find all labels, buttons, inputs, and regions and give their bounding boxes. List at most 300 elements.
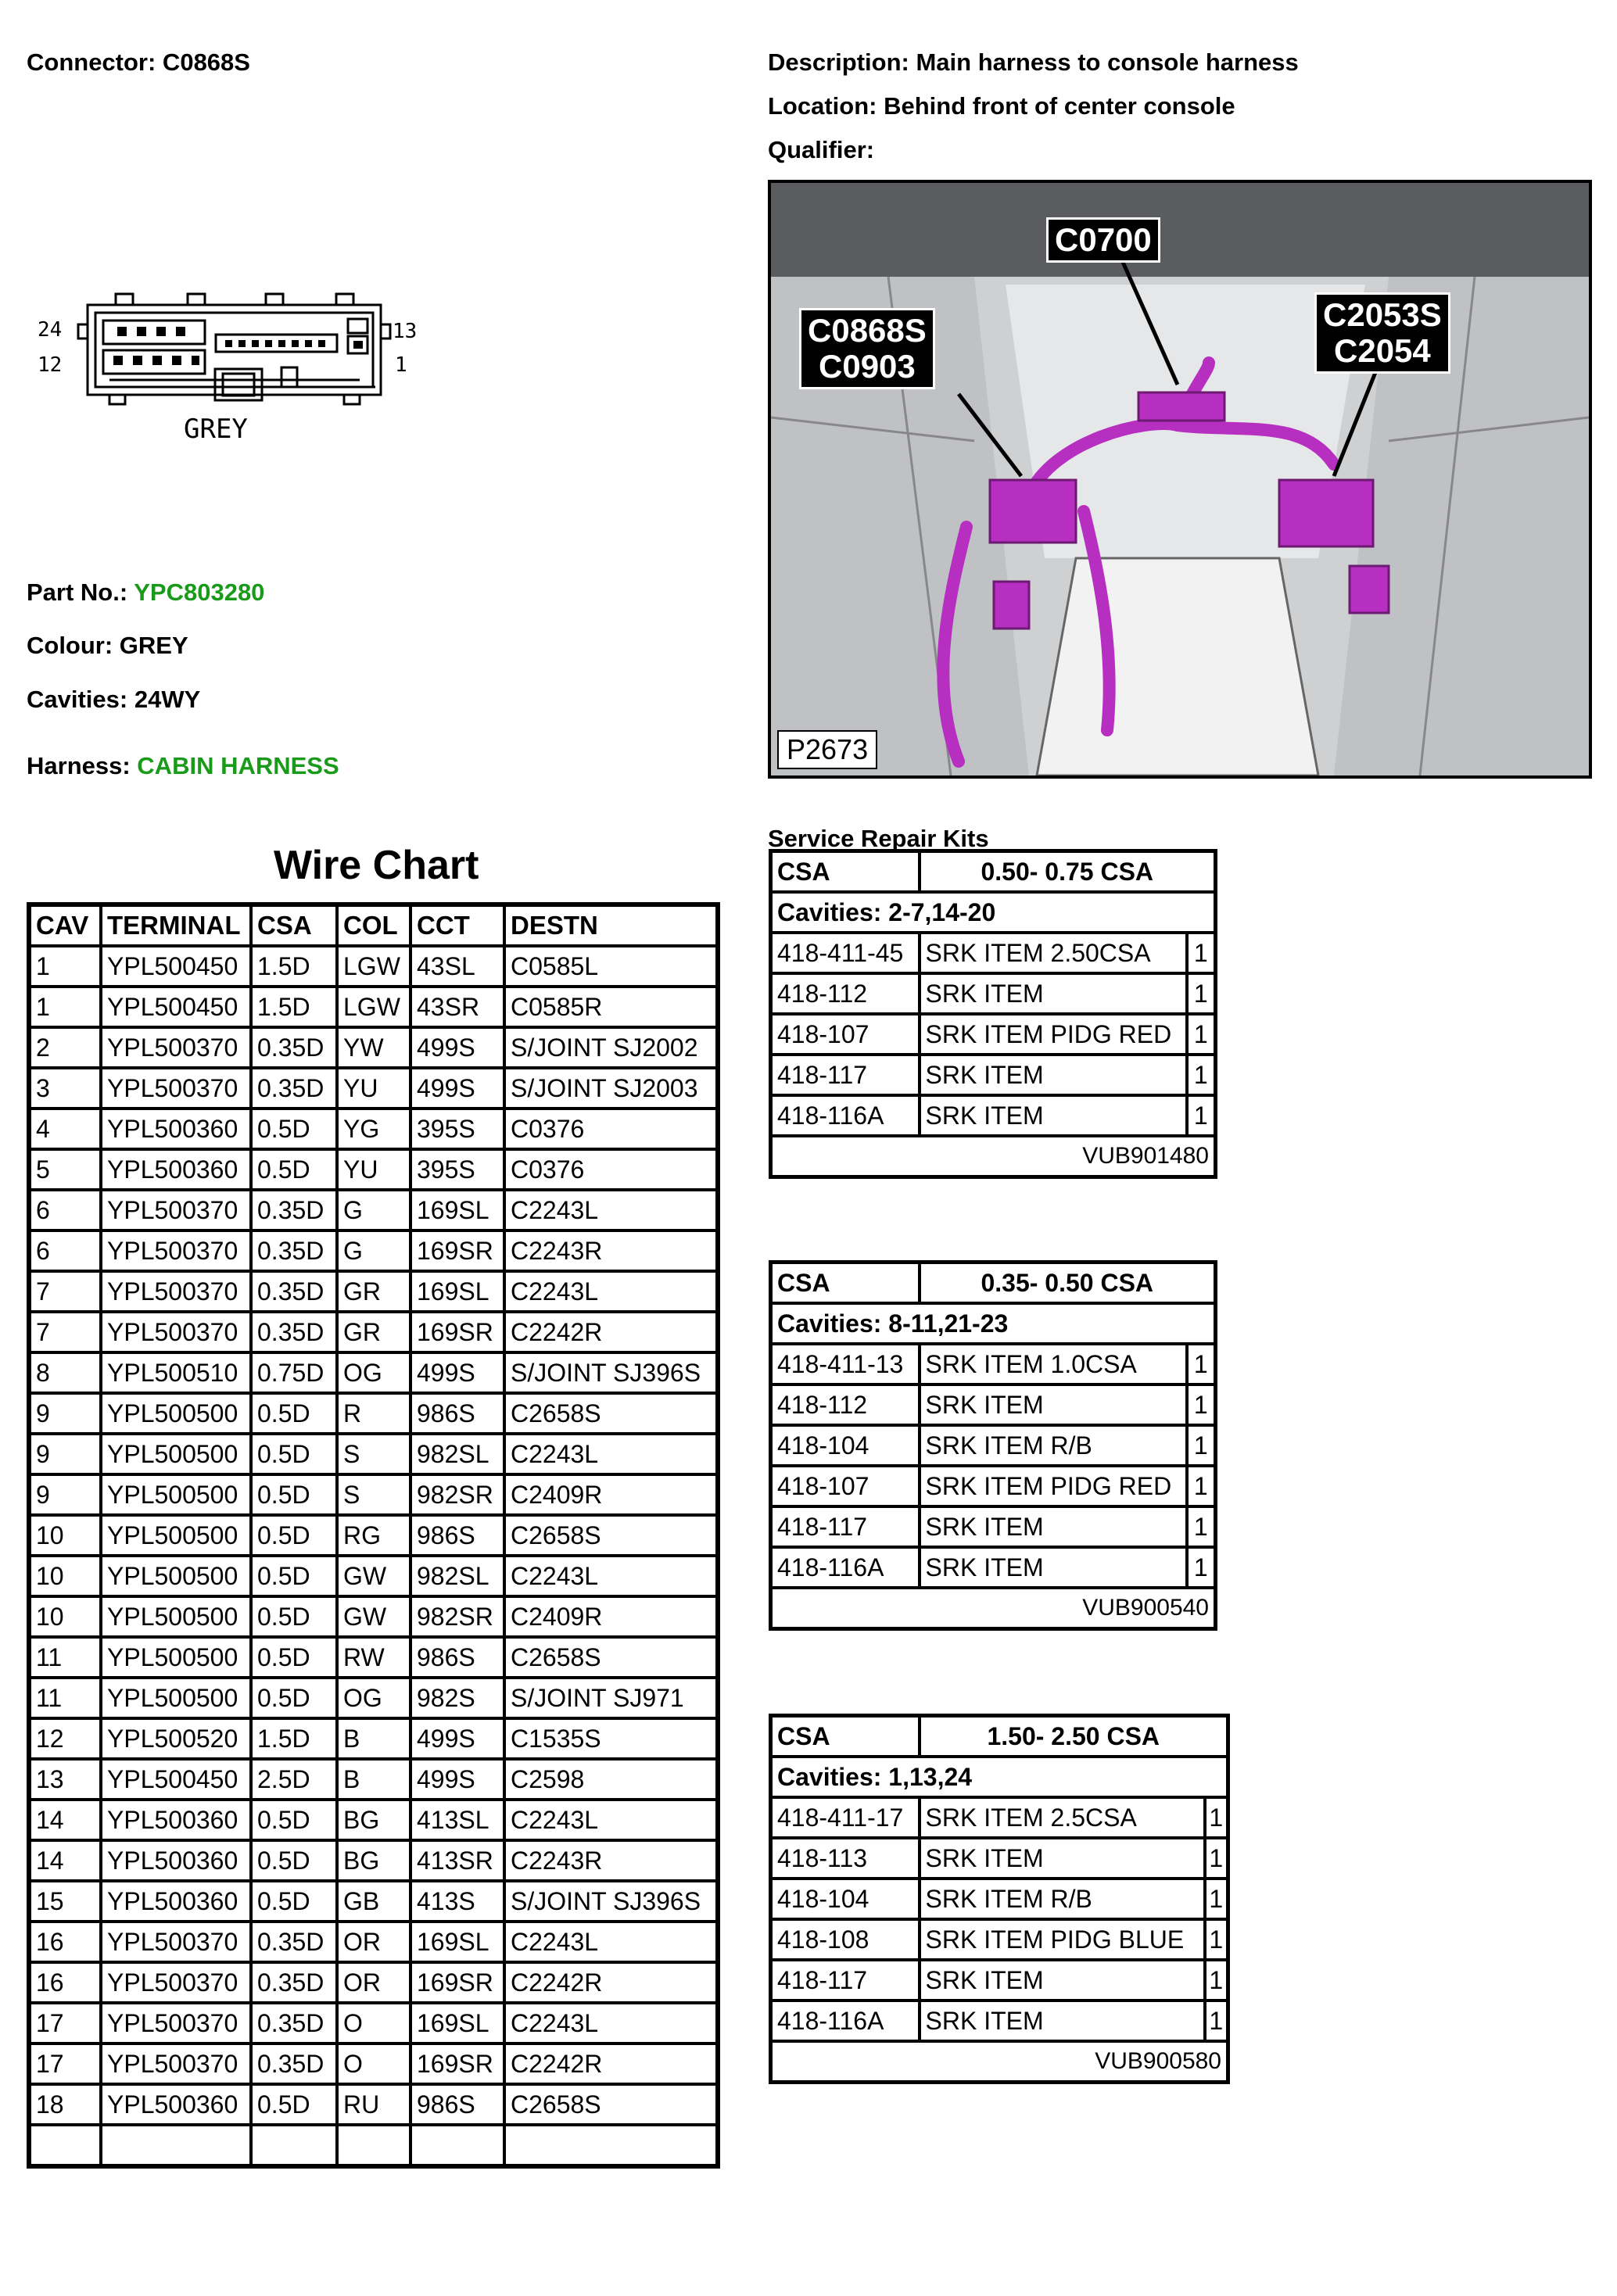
cell-cav: 3 bbox=[29, 1068, 101, 1109]
connector-label: Connector: C0868S bbox=[27, 48, 250, 76]
kit-item-qty: 1 bbox=[1205, 2000, 1228, 2041]
cell-cav: 15 bbox=[29, 1881, 101, 1922]
kit-item-qty: 1 bbox=[1187, 1095, 1216, 1136]
kit-item-row bbox=[771, 1425, 1216, 1466]
callout-c2053s: C2053S bbox=[1323, 296, 1442, 333]
cell-col: GR bbox=[337, 1271, 411, 1312]
header-cav: CAV bbox=[29, 904, 101, 946]
kit-item-row bbox=[771, 933, 1216, 973]
cell-cav bbox=[29, 2125, 101, 2166]
cell-col bbox=[337, 2125, 411, 2166]
table-row bbox=[29, 1352, 718, 1393]
cell-cct: 986S bbox=[411, 2084, 504, 2125]
cell-terminal: YPL500360 bbox=[101, 1149, 251, 1190]
cell-terminal: YPL500450 bbox=[101, 987, 251, 1027]
kit-item-desc: SRK ITEM bbox=[920, 1055, 1187, 1095]
cell-destn: C2409R bbox=[504, 1596, 718, 1637]
cell-terminal: YPL500500 bbox=[101, 1393, 251, 1434]
cell-destn: C2242R bbox=[504, 1312, 718, 1352]
kit-item-desc: SRK ITEM PIDG BLUE bbox=[920, 1919, 1205, 1960]
table-row bbox=[29, 1109, 718, 1149]
cell-csa: 0.35D bbox=[251, 1190, 337, 1230]
cell-cav: 14 bbox=[29, 1800, 101, 1840]
header-cct: CCT bbox=[411, 904, 504, 946]
cell-csa: 0.5D bbox=[251, 1840, 337, 1881]
kit-item-part: 418-112 bbox=[771, 1384, 920, 1425]
cell-cct: 169SL bbox=[411, 1271, 504, 1312]
kit-item-row bbox=[771, 1838, 1228, 1879]
cell-cct: 413S bbox=[411, 1881, 504, 1922]
cell-csa: 0.5D bbox=[251, 1596, 337, 1637]
repair-kit-table bbox=[769, 1714, 1230, 2084]
kit-item-desc: SRK ITEM bbox=[920, 973, 1187, 1014]
kit-item-desc: SRK ITEM bbox=[920, 1384, 1187, 1425]
kit-item-desc: SRK ITEM bbox=[920, 1547, 1187, 1588]
kit-code: VUB901480 bbox=[771, 1136, 1216, 1177]
cell-cct: 982SR bbox=[411, 1596, 504, 1637]
cell-terminal: YPL500500 bbox=[101, 1515, 251, 1556]
cell-terminal: YPL500450 bbox=[101, 946, 251, 987]
cell-csa: 0.5D bbox=[251, 1800, 337, 1840]
table-row bbox=[29, 1190, 718, 1230]
cell-destn: C2243L bbox=[504, 1800, 718, 1840]
table-row bbox=[29, 946, 718, 987]
wire-chart-table bbox=[27, 902, 720, 2169]
connector-diagram bbox=[31, 281, 422, 453]
cell-col: B bbox=[337, 1759, 411, 1800]
kit-code: VUB900580 bbox=[771, 2041, 1228, 2083]
cell-cct: 413SL bbox=[411, 1800, 504, 1840]
cell-cct: 169SR bbox=[411, 2043, 504, 2084]
callout-c0868s-c0903 bbox=[799, 308, 935, 389]
cell-cct: 499S bbox=[411, 1759, 504, 1800]
kit-item-row bbox=[771, 1384, 1216, 1425]
cell-destn: C2242R bbox=[504, 1962, 718, 2003]
cell-destn: C0585L bbox=[504, 946, 718, 987]
table-row bbox=[29, 1271, 718, 1312]
header-destn: DESTN bbox=[504, 904, 718, 946]
cell-csa: 0.5D bbox=[251, 1678, 337, 1718]
cell-col: GB bbox=[337, 1881, 411, 1922]
location-photo bbox=[768, 180, 1592, 779]
cell-terminal: YPL500370 bbox=[101, 1312, 251, 1352]
cell-csa bbox=[251, 2125, 337, 2166]
cell-cav: 1 bbox=[29, 987, 101, 1027]
cell-cct: 499S bbox=[411, 1352, 504, 1393]
cell-cct: 43SL bbox=[411, 946, 504, 987]
kit-header-row bbox=[771, 851, 1216, 893]
cell-cav: 4 bbox=[29, 1109, 101, 1149]
cell-csa: 0.5D bbox=[251, 1881, 337, 1922]
kit-cavities-row bbox=[771, 1757, 1228, 1797]
table-row bbox=[29, 1922, 718, 1962]
repair-kit-table bbox=[769, 1260, 1217, 1631]
kit-item-qty: 1 bbox=[1187, 1344, 1216, 1384]
cell-col: OR bbox=[337, 1922, 411, 1962]
cell-destn: C2243L bbox=[504, 1556, 718, 1596]
cell-col: S bbox=[337, 1434, 411, 1474]
kit-item-desc: SRK ITEM bbox=[920, 1960, 1205, 2000]
cell-destn: S/JOINT SJ396S bbox=[504, 1352, 718, 1393]
kit-item-part: 418-411-45 bbox=[771, 933, 920, 973]
cell-cct bbox=[411, 2125, 504, 2166]
cell-col: OG bbox=[337, 1352, 411, 1393]
repair-kit-table bbox=[769, 849, 1217, 1179]
wire-chart-title: Wire Chart bbox=[274, 843, 479, 888]
kit-item-row bbox=[771, 1960, 1228, 2000]
cell-destn: C2243L bbox=[504, 2003, 718, 2043]
cell-col: YG bbox=[337, 1109, 411, 1149]
cell-cav: 9 bbox=[29, 1474, 101, 1515]
cell-cct: 499S bbox=[411, 1068, 504, 1109]
cell-destn: C2243L bbox=[504, 1190, 718, 1230]
cell-cav: 5 bbox=[29, 1149, 101, 1190]
part-no-label: Part No.: bbox=[27, 578, 134, 606]
cell-csa: 0.5D bbox=[251, 1434, 337, 1474]
kit-item-desc: SRK ITEM bbox=[920, 1095, 1187, 1136]
cell-col: GW bbox=[337, 1556, 411, 1596]
cell-csa: 2.5D bbox=[251, 1759, 337, 1800]
cell-destn: S/JOINT SJ2002 bbox=[504, 1027, 718, 1068]
cell-destn: C2243R bbox=[504, 1840, 718, 1881]
cell-cct: 982S bbox=[411, 1678, 504, 1718]
cell-terminal: YPL500500 bbox=[101, 1474, 251, 1515]
kit-csa-range: 0.50- 0.75 CSA bbox=[920, 851, 1216, 893]
kit-item-part: 418-411-13 bbox=[771, 1344, 920, 1384]
cell-csa: 1.5D bbox=[251, 987, 337, 1027]
kit-item-desc: SRK ITEM 1.0CSA bbox=[920, 1344, 1187, 1384]
colour-label: Colour: GREY bbox=[27, 632, 188, 659]
cell-col: RG bbox=[337, 1515, 411, 1556]
cell-terminal: YPL500500 bbox=[101, 1434, 251, 1474]
kit-item-row bbox=[771, 1919, 1228, 1960]
cell-col: YW bbox=[337, 1027, 411, 1068]
table-row bbox=[29, 1434, 718, 1474]
kit-item-qty: 1 bbox=[1187, 1055, 1216, 1095]
table-row bbox=[29, 2043, 718, 2084]
cell-destn: C2243L bbox=[504, 1922, 718, 1962]
kit-csa-label: CSA bbox=[771, 1263, 920, 1304]
kit-csa-label: CSA bbox=[771, 1716, 920, 1757]
cell-terminal: YPL500450 bbox=[101, 1759, 251, 1800]
kit-item-row bbox=[771, 1797, 1228, 1838]
table-row bbox=[29, 987, 718, 1027]
cell-cct: 395S bbox=[411, 1149, 504, 1190]
kit-item-row bbox=[771, 1879, 1228, 1919]
kit-item-part: 418-107 bbox=[771, 1014, 920, 1055]
callout-c2053s-c2054 bbox=[1314, 292, 1450, 374]
kit-item-desc: SRK ITEM 2.50CSA bbox=[920, 933, 1187, 973]
kit-item-part: 418-116A bbox=[771, 1095, 920, 1136]
cell-destn: S/JOINT SJ396S bbox=[504, 1881, 718, 1922]
cell-col: G bbox=[337, 1190, 411, 1230]
cell-cct: 986S bbox=[411, 1515, 504, 1556]
cell-cav: 14 bbox=[29, 1840, 101, 1881]
cell-terminal: YPL500370 bbox=[101, 1962, 251, 2003]
cell-col: R bbox=[337, 1393, 411, 1434]
cell-cct: 499S bbox=[411, 1027, 504, 1068]
cell-col: GR bbox=[337, 1312, 411, 1352]
cell-cav: 11 bbox=[29, 1637, 101, 1678]
table-row bbox=[29, 1556, 718, 1596]
cell-terminal: YPL500500 bbox=[101, 1637, 251, 1678]
table-row bbox=[29, 1840, 718, 1881]
kit-item-part: 418-108 bbox=[771, 1919, 920, 1960]
cell-cct: 169SL bbox=[411, 1190, 504, 1230]
cell-col: GW bbox=[337, 1596, 411, 1637]
cell-cav: 18 bbox=[29, 2084, 101, 2125]
cell-cav: 6 bbox=[29, 1230, 101, 1271]
cell-terminal: YPL500500 bbox=[101, 1556, 251, 1596]
cell-cct: 169SR bbox=[411, 1230, 504, 1271]
cell-csa: 0.5D bbox=[251, 1637, 337, 1678]
kit-item-part: 418-104 bbox=[771, 1879, 920, 1919]
cell-cct: 169SR bbox=[411, 1312, 504, 1352]
cell-terminal: YPL500360 bbox=[101, 1840, 251, 1881]
cell-csa: 0.5D bbox=[251, 1556, 337, 1596]
cell-destn: C2242R bbox=[504, 2043, 718, 2084]
kit-item-row bbox=[771, 973, 1216, 1014]
cell-col: BG bbox=[337, 1800, 411, 1840]
kit-item-desc: SRK ITEM bbox=[920, 1838, 1205, 1879]
kit-csa-range: 1.50- 2.50 CSA bbox=[920, 1716, 1228, 1757]
cell-destn: S/JOINT SJ2003 bbox=[504, 1068, 718, 1109]
cell-col: BG bbox=[337, 1840, 411, 1881]
cell-csa: 0.35D bbox=[251, 1312, 337, 1352]
table-row bbox=[29, 1312, 718, 1352]
kit-cavities-row bbox=[771, 892, 1216, 933]
cell-cav: 7 bbox=[29, 1271, 101, 1312]
table-row bbox=[29, 1718, 718, 1759]
cell-cav: 7 bbox=[29, 1312, 101, 1352]
cell-terminal: YPL500500 bbox=[101, 1596, 251, 1637]
cell-terminal: YPL500500 bbox=[101, 1678, 251, 1718]
cell-col: YU bbox=[337, 1068, 411, 1109]
table-row bbox=[29, 1230, 718, 1271]
cell-terminal: YPL500370 bbox=[101, 1027, 251, 1068]
cell-cav: 2 bbox=[29, 1027, 101, 1068]
cell-csa: 0.5D bbox=[251, 1515, 337, 1556]
part-no-value: YPC803280 bbox=[134, 578, 265, 606]
kit-item-qty: 1 bbox=[1205, 1919, 1228, 1960]
cell-destn: C2243L bbox=[504, 1271, 718, 1312]
kit-item-part: 418-117 bbox=[771, 1960, 920, 2000]
cell-terminal: YPL500370 bbox=[101, 1190, 251, 1230]
cell-cav: 6 bbox=[29, 1190, 101, 1230]
table-row bbox=[29, 1800, 718, 1840]
cell-col: B bbox=[337, 1718, 411, 1759]
kit-item-row bbox=[771, 1506, 1216, 1547]
cell-cav: 9 bbox=[29, 1434, 101, 1474]
kit-code: VUB900540 bbox=[771, 1588, 1216, 1629]
table-row bbox=[29, 2125, 718, 2166]
kit-item-desc: SRK ITEM PIDG RED bbox=[920, 1466, 1187, 1506]
cell-col: O bbox=[337, 2003, 411, 2043]
table-row bbox=[29, 1637, 718, 1678]
kit-item-part: 418-113 bbox=[771, 1838, 920, 1879]
kit-item-qty: 1 bbox=[1205, 1838, 1228, 1879]
cell-csa: 0.35D bbox=[251, 1027, 337, 1068]
cell-col: OR bbox=[337, 1962, 411, 2003]
callout-c0700: C0700 bbox=[1046, 217, 1160, 263]
callout-c2054: C2054 bbox=[1334, 332, 1431, 369]
kit-cavities: Cavities: 8-11,21-23 bbox=[771, 1303, 1216, 1344]
kit-item-desc: SRK ITEM 2.5CSA bbox=[920, 1797, 1205, 1838]
cell-csa: 0.35D bbox=[251, 1271, 337, 1312]
table-row bbox=[29, 1962, 718, 2003]
cell-col: LGW bbox=[337, 946, 411, 987]
cell-col: RW bbox=[337, 1637, 411, 1678]
kit-item-row bbox=[771, 1344, 1216, 1384]
cell-destn: C2243L bbox=[504, 1434, 718, 1474]
cell-terminal: YPL500370 bbox=[101, 2003, 251, 2043]
cell-destn: C2658S bbox=[504, 1637, 718, 1678]
cell-cav: 17 bbox=[29, 2003, 101, 2043]
table-row bbox=[29, 1149, 718, 1190]
cell-cct: 395S bbox=[411, 1109, 504, 1149]
kit-item-row bbox=[771, 2000, 1228, 2041]
connector-colour-text: GREY bbox=[184, 414, 248, 445]
kit-csa-range: 0.35- 0.50 CSA bbox=[920, 1263, 1216, 1304]
kit-item-row bbox=[771, 1095, 1216, 1136]
cell-cav: 17 bbox=[29, 2043, 101, 2084]
kit-item-part: 418-107 bbox=[771, 1466, 920, 1506]
kit-code-row bbox=[771, 1588, 1216, 1629]
cell-terminal: YPL500370 bbox=[101, 1271, 251, 1312]
pin-24-label: 24 bbox=[38, 318, 63, 342]
cell-cav: 8 bbox=[29, 1352, 101, 1393]
cell-cct: 43SR bbox=[411, 987, 504, 1027]
kit-item-part: 418-117 bbox=[771, 1055, 920, 1095]
cell-cav: 16 bbox=[29, 1962, 101, 2003]
photo-id: P2673 bbox=[777, 730, 877, 769]
cell-cav: 10 bbox=[29, 1596, 101, 1637]
cell-csa: 1.5D bbox=[251, 1718, 337, 1759]
pin-13-label: 13 bbox=[393, 320, 418, 343]
kit-item-qty: 1 bbox=[1187, 1425, 1216, 1466]
cell-csa: 0.5D bbox=[251, 1393, 337, 1434]
cell-cav: 10 bbox=[29, 1515, 101, 1556]
kit-item-qty: 1 bbox=[1187, 933, 1216, 973]
kit-item-part: 418-116A bbox=[771, 2000, 920, 2041]
cell-destn: C2658S bbox=[504, 1515, 718, 1556]
cell-destn bbox=[504, 2125, 718, 2166]
kit-item-part: 418-104 bbox=[771, 1425, 920, 1466]
callout-c0903: C0903 bbox=[819, 348, 916, 385]
cell-col: O bbox=[337, 2043, 411, 2084]
cell-csa: 0.5D bbox=[251, 2084, 337, 2125]
table-row bbox=[29, 2084, 718, 2125]
cell-destn: C0585R bbox=[504, 987, 718, 1027]
cell-destn: C0376 bbox=[504, 1149, 718, 1190]
cell-col: YU bbox=[337, 1149, 411, 1190]
kit-item-qty: 1 bbox=[1205, 1797, 1228, 1838]
cell-terminal bbox=[101, 2125, 251, 2166]
kit-header-row bbox=[771, 1716, 1228, 1757]
harness-label: Harness: bbox=[27, 752, 138, 779]
pin-1-label: 1 bbox=[395, 353, 407, 377]
cell-cct: 982SR bbox=[411, 1474, 504, 1515]
cell-cav: 1 bbox=[29, 946, 101, 987]
kit-item-qty: 1 bbox=[1187, 1506, 1216, 1547]
kit-item-qty: 1 bbox=[1205, 1879, 1228, 1919]
cell-cct: 986S bbox=[411, 1393, 504, 1434]
cell-col: OG bbox=[337, 1678, 411, 1718]
cell-col: S bbox=[337, 1474, 411, 1515]
part-no-line bbox=[27, 578, 264, 607]
location-label: Location: Behind front of center console bbox=[768, 92, 1235, 120]
cell-csa: 0.35D bbox=[251, 1922, 337, 1962]
table-row bbox=[29, 2003, 718, 2043]
kit-header-row bbox=[771, 1263, 1216, 1304]
wire-chart-header-row bbox=[29, 904, 718, 946]
cell-terminal: YPL500360 bbox=[101, 1881, 251, 1922]
cell-cav: 10 bbox=[29, 1556, 101, 1596]
table-row bbox=[29, 1596, 718, 1637]
kit-item-desc: SRK ITEM R/B bbox=[920, 1879, 1205, 1919]
kit-item-qty: 1 bbox=[1187, 973, 1216, 1014]
cell-csa: 0.5D bbox=[251, 1109, 337, 1149]
kit-item-row bbox=[771, 1014, 1216, 1055]
cell-destn: C0376 bbox=[504, 1109, 718, 1149]
cell-destn: C2598 bbox=[504, 1759, 718, 1800]
kit-code-row bbox=[771, 1136, 1216, 1177]
cavities-label: Cavities: 24WY bbox=[27, 686, 201, 713]
cell-cav: 11 bbox=[29, 1678, 101, 1718]
kit-item-row bbox=[771, 1055, 1216, 1095]
cell-csa: 0.5D bbox=[251, 1149, 337, 1190]
cell-terminal: YPL500370 bbox=[101, 1230, 251, 1271]
kit-csa-label: CSA bbox=[771, 851, 920, 893]
cell-col: LGW bbox=[337, 987, 411, 1027]
cell-terminal: YPL500370 bbox=[101, 1922, 251, 1962]
cell-terminal: YPL500510 bbox=[101, 1352, 251, 1393]
kit-cavities: Cavities: 1,13,24 bbox=[771, 1757, 1228, 1797]
cell-csa: 0.75D bbox=[251, 1352, 337, 1393]
cell-destn: C2658S bbox=[504, 2084, 718, 2125]
cell-csa: 0.35D bbox=[251, 2003, 337, 2043]
cell-cct: 986S bbox=[411, 1637, 504, 1678]
kit-item-qty: 1 bbox=[1187, 1384, 1216, 1425]
table-row bbox=[29, 1027, 718, 1068]
table-row bbox=[29, 1881, 718, 1922]
cell-cct: 169SR bbox=[411, 1962, 504, 2003]
kit-item-row bbox=[771, 1547, 1216, 1588]
cell-csa: 0.35D bbox=[251, 1068, 337, 1109]
service-repair-kits-title: Service Repair Kits bbox=[768, 825, 989, 852]
kit-item-desc: SRK ITEM bbox=[920, 2000, 1205, 2041]
pin-12-label: 12 bbox=[38, 353, 63, 377]
kit-item-qty: 1 bbox=[1187, 1466, 1216, 1506]
cell-terminal: YPL500360 bbox=[101, 1109, 251, 1149]
kit-cavities: Cavities: 2-7,14-20 bbox=[771, 892, 1216, 933]
cell-col: RU bbox=[337, 2084, 411, 2125]
cell-cct: 169SL bbox=[411, 2003, 504, 2043]
cell-destn: C2243R bbox=[504, 1230, 718, 1271]
description-label: Description: Main harness to console harness bbox=[768, 48, 1299, 76]
table-row bbox=[29, 1393, 718, 1434]
cell-csa: 0.5D bbox=[251, 1474, 337, 1515]
cell-terminal: YPL500370 bbox=[101, 2043, 251, 2084]
cell-cct: 169SL bbox=[411, 1922, 504, 1962]
kit-item-qty: 1 bbox=[1187, 1014, 1216, 1055]
cell-csa: 1.5D bbox=[251, 946, 337, 987]
table-row bbox=[29, 1515, 718, 1556]
kit-item-desc: SRK ITEM bbox=[920, 1506, 1187, 1547]
kit-code-row bbox=[771, 2041, 1228, 2083]
cell-csa: 0.35D bbox=[251, 1230, 337, 1271]
cell-destn: C1535S bbox=[504, 1718, 718, 1759]
